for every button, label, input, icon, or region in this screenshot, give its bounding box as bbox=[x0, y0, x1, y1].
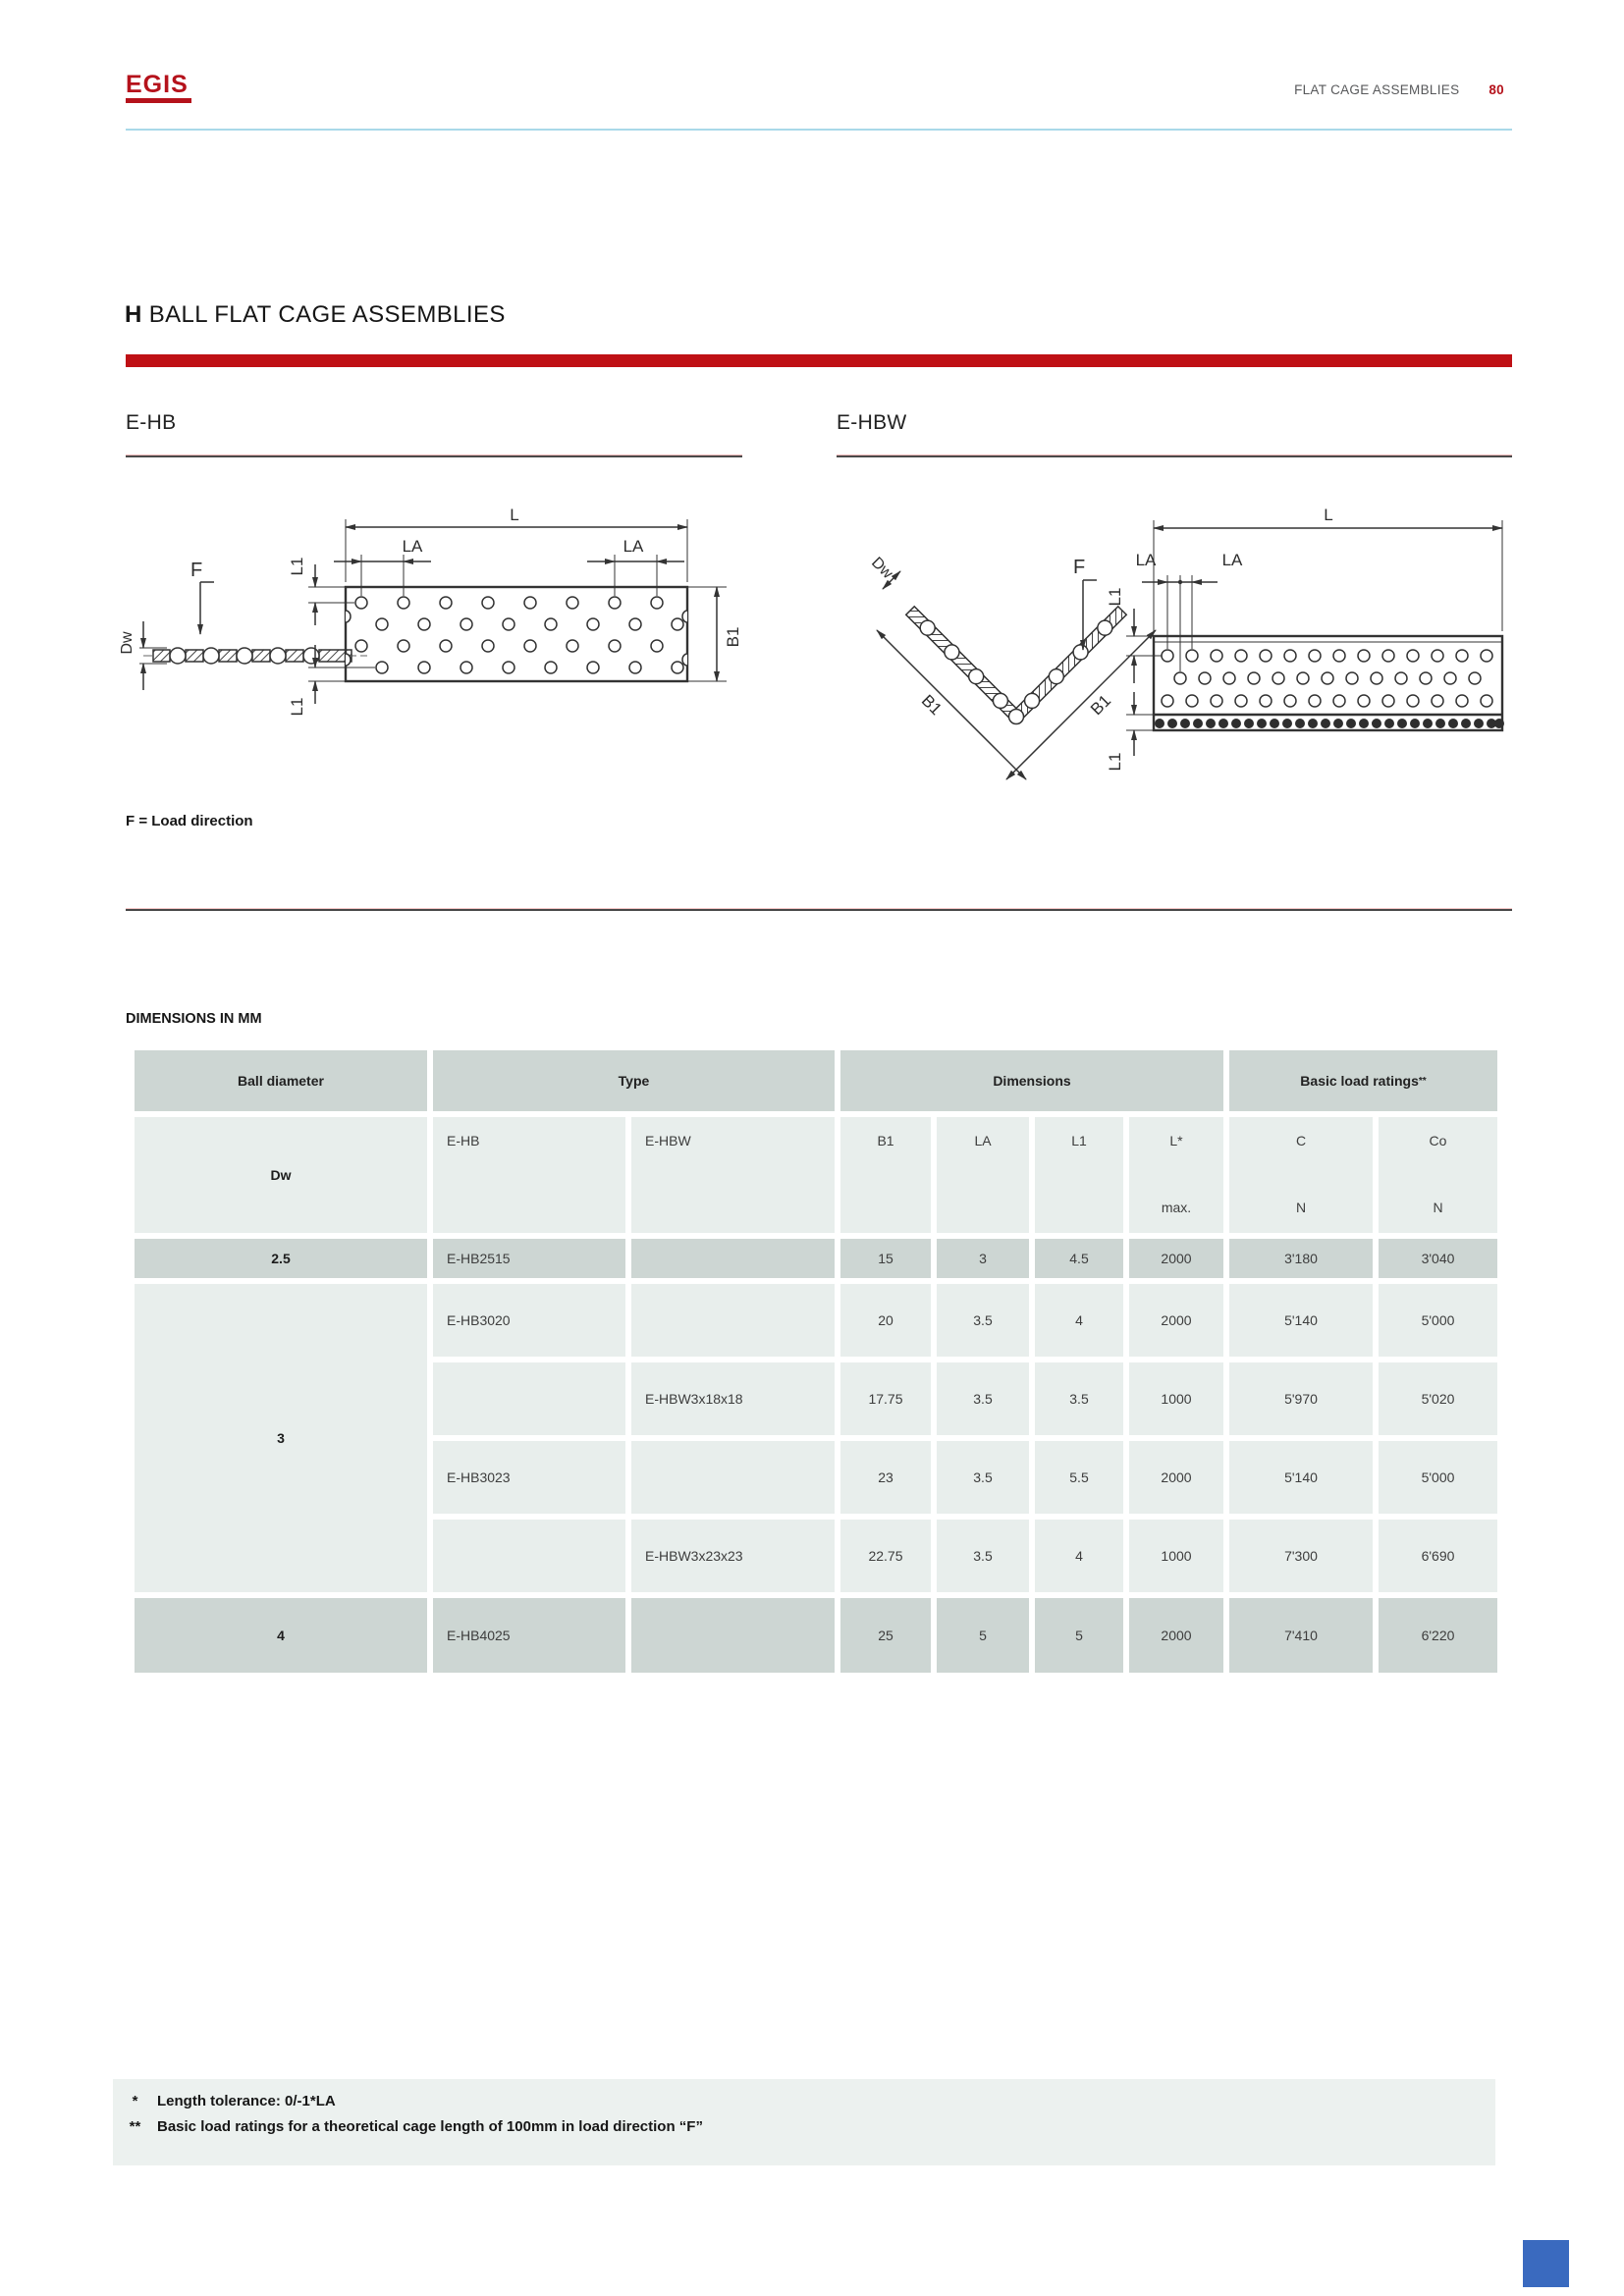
ehb-side-view bbox=[119, 557, 367, 690]
dw-cell: 3 bbox=[135, 1284, 427, 1592]
load-direction-note: F = Load direction bbox=[126, 813, 253, 829]
table-cell-l1: 4 bbox=[1035, 1520, 1123, 1592]
f-label: F bbox=[190, 560, 203, 581]
table-cell-c: 7'410 bbox=[1229, 1598, 1373, 1673]
header-rule bbox=[126, 129, 1512, 131]
l1-label: L1 bbox=[288, 697, 306, 717]
title-prefix: H bbox=[125, 301, 142, 328]
table-cell-lmax: 2000 bbox=[1129, 1239, 1223, 1278]
footnote-marker: ** bbox=[129, 2118, 141, 2135]
ehbw-technical-drawing bbox=[830, 491, 1517, 785]
subheader-la: LA bbox=[937, 1117, 1029, 1233]
section-heading-ehbw: E-HBW bbox=[837, 411, 907, 434]
l1-label: L1 bbox=[1106, 752, 1124, 772]
table-cell-ehb bbox=[433, 1362, 625, 1435]
table-cell-la: 3 bbox=[937, 1239, 1029, 1278]
egis-logo: EGIS bbox=[126, 73, 191, 103]
dw-cell: 4 bbox=[135, 1598, 427, 1673]
table-cell-b1: 20 bbox=[840, 1284, 931, 1357]
dimensions-note: DIMENSIONS IN MM bbox=[126, 1011, 262, 1027]
group-type: Type bbox=[433, 1050, 835, 1111]
table-cell-co: 5'000 bbox=[1379, 1284, 1497, 1357]
section-divider bbox=[126, 909, 1512, 911]
dimensions-table bbox=[135, 1117, 1497, 1673]
la-label: LA bbox=[1135, 551, 1157, 569]
table-cell-la: 5 bbox=[937, 1598, 1029, 1673]
subheader-lstar: L* max. bbox=[1129, 1117, 1223, 1233]
table-cell-ehbw bbox=[631, 1441, 835, 1514]
group-ball-diameter: Ball diameter bbox=[135, 1050, 427, 1111]
table-cell-la: 3.5 bbox=[937, 1362, 1029, 1435]
group-load-ratings: Basic load ratings ** bbox=[1229, 1050, 1497, 1111]
table-cell-ehbw: E-HBW3x18x18 bbox=[631, 1362, 835, 1435]
table-cell-l1: 5.5 bbox=[1035, 1441, 1123, 1514]
table-cell-c: 3'180 bbox=[1229, 1239, 1373, 1278]
table-cell-lmax: 2000 bbox=[1129, 1284, 1223, 1357]
table-cell-ehb: E-HB4025 bbox=[433, 1598, 625, 1673]
table-cell-ehb: E-HB3023 bbox=[433, 1441, 625, 1514]
subheader-dw: Dw bbox=[135, 1117, 427, 1233]
page-number: 80 bbox=[1489, 82, 1504, 97]
title-red-bar bbox=[126, 354, 1512, 367]
l1-label: L1 bbox=[1106, 587, 1124, 607]
footnote-marker: * bbox=[132, 2093, 138, 2109]
table-cell-lmax: 2000 bbox=[1129, 1598, 1223, 1673]
table-cell-lmax: 2000 bbox=[1129, 1441, 1223, 1514]
table-cell-c: 5'970 bbox=[1229, 1362, 1373, 1435]
footnote-2 bbox=[113, 2118, 1495, 2135]
table-cell-b1: 23 bbox=[840, 1441, 931, 1514]
table-cell-l1: 5 bbox=[1035, 1598, 1123, 1673]
table-cell-b1: 15 bbox=[840, 1239, 931, 1278]
l-label: L bbox=[1324, 506, 1333, 524]
header-section-title: FLAT CAGE ASSEMBLIES bbox=[1294, 82, 1460, 97]
dw-label: Dw bbox=[868, 554, 896, 582]
ehb-main-view bbox=[288, 506, 742, 716]
footnote-1 bbox=[113, 2093, 1495, 2109]
table-cell-co: 6'220 bbox=[1379, 1598, 1497, 1673]
table-cell-b1: 22.75 bbox=[840, 1520, 931, 1592]
table-cell-c: 5'140 bbox=[1229, 1284, 1373, 1357]
table-cell-ehb bbox=[433, 1520, 625, 1592]
page-title bbox=[125, 301, 506, 329]
subheader-b1: B1 bbox=[840, 1117, 931, 1233]
table-cell-c: 7'300 bbox=[1229, 1520, 1373, 1592]
b1-label: B1 bbox=[724, 626, 742, 648]
section-rule-ehb bbox=[126, 455, 742, 457]
b1-label: B1 bbox=[917, 691, 946, 720]
ehb-technical-drawing bbox=[116, 506, 774, 771]
table-cell-l1: 4 bbox=[1035, 1284, 1123, 1357]
l-label: L bbox=[510, 506, 519, 524]
footnote-text: Basic load ratings for a theoretical cage length of 100mm in load direction “F” bbox=[157, 2118, 703, 2135]
table-cell-ehb: E-HB2515 bbox=[433, 1239, 625, 1278]
table-cell-ehbw bbox=[631, 1598, 835, 1673]
subheader-ehb: E-HB bbox=[433, 1117, 625, 1233]
table-cell-b1: 25 bbox=[840, 1598, 931, 1673]
table-cell-l1: 4.5 bbox=[1035, 1239, 1123, 1278]
la-label: LA bbox=[1221, 551, 1243, 569]
table-cell-co: 5'000 bbox=[1379, 1441, 1497, 1514]
table-cell-lmax: 1000 bbox=[1129, 1362, 1223, 1435]
f-label: F bbox=[1073, 557, 1086, 578]
la-label: LA bbox=[402, 537, 423, 556]
table-cell-c: 5'140 bbox=[1229, 1441, 1373, 1514]
table-cell-ehb: E-HB3020 bbox=[433, 1284, 625, 1357]
b1-label: B1 bbox=[1087, 691, 1115, 720]
footnotes-block bbox=[113, 2079, 1495, 2165]
group-dimensions: Dimensions bbox=[840, 1050, 1223, 1111]
table-cell-ehbw bbox=[631, 1284, 835, 1357]
running-header bbox=[1294, 82, 1504, 97]
ehbw-main-view bbox=[1106, 506, 1504, 771]
table-cell-b1: 17.75 bbox=[840, 1362, 931, 1435]
subheader-l1: L1 bbox=[1035, 1117, 1123, 1233]
table-cell-co: 6'690 bbox=[1379, 1520, 1497, 1592]
table-cell-ehbw bbox=[631, 1239, 835, 1278]
table-cell-lmax: 1000 bbox=[1129, 1520, 1223, 1592]
dw-label: Dw bbox=[119, 631, 135, 655]
ball-row bbox=[1155, 719, 1504, 728]
table-cell-co: 5'020 bbox=[1379, 1362, 1497, 1435]
table-group-header bbox=[135, 1050, 1497, 1111]
page-edge-marker bbox=[1523, 2240, 1569, 2287]
section-rule-ehbw bbox=[837, 455, 1512, 457]
l1-label: L1 bbox=[288, 557, 306, 576]
subheader-c: C N bbox=[1229, 1117, 1373, 1233]
table-cell-l1: 3.5 bbox=[1035, 1362, 1123, 1435]
dw-cell: 2.5 bbox=[135, 1239, 427, 1278]
table-cell-co: 3'040 bbox=[1379, 1239, 1497, 1278]
footnote-text: Length tolerance: 0/-1*LA bbox=[157, 2093, 336, 2109]
table-cell-la: 3.5 bbox=[937, 1441, 1029, 1514]
la-label: LA bbox=[623, 537, 644, 556]
subheader-ehbw: E-HBW bbox=[631, 1117, 835, 1233]
table-cell-ehbw: E-HBW3x23x23 bbox=[631, 1520, 835, 1592]
table-cell-la: 3.5 bbox=[937, 1284, 1029, 1357]
table-cell-la: 3.5 bbox=[937, 1520, 1029, 1592]
section-heading-ehb: E-HB bbox=[126, 411, 177, 434]
title-text: BALL FLAT CAGE ASSEMBLIES bbox=[148, 301, 506, 328]
subheader-co: Co N bbox=[1379, 1117, 1497, 1233]
